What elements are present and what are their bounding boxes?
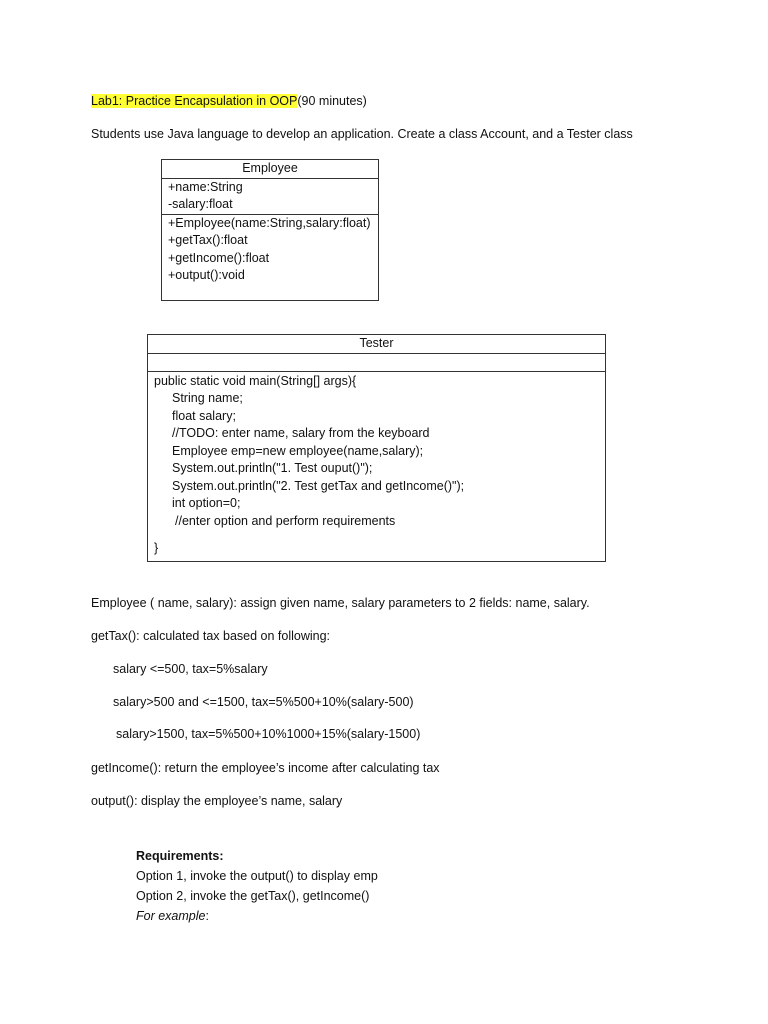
employee-method-constructor: +Employee(name:String,salary:float) [168, 215, 371, 230]
output-description: output(): display the employee’s name, salary [91, 794, 343, 808]
tester-class-name: Tester [359, 336, 394, 350]
example-label [136, 906, 378, 926]
tax-rule-2: salary>500 and <=1500, tax=5%500+10%(salary-500) [113, 695, 414, 709]
employee-class-name: Employee [242, 161, 298, 175]
tax-rule-3: salary>1500, tax=5%500+10%1000+15%(salary-1500) [116, 727, 421, 741]
example-label-colon: : [205, 909, 209, 923]
example-label-italic: For example [136, 909, 206, 923]
tester-code-line: String name; [172, 391, 243, 405]
tester-class-diagram [147, 334, 606, 562]
tester-code-line: System.out.println("1. Test ouput()"); [172, 461, 373, 475]
employee-class-diagram [161, 159, 379, 301]
tester-attributes-empty [148, 353, 605, 371]
tester-code-line: public static void main(String[] args){ [154, 373, 357, 388]
requirements-block [136, 846, 378, 926]
lab-title-duration: (90 minutes) [297, 94, 367, 108]
tester-code-line: System.out.println("2. Test getTax and getIncome()"); [172, 478, 465, 493]
gettax-description: getTax(): calculated tax based on following: [91, 629, 331, 643]
tester-code-line: //TODO: enter name, salary from the keyboard [172, 426, 430, 440]
employee-attributes [162, 178, 378, 214]
requirements-heading: Requirements: [136, 849, 224, 863]
employee-method-output: +output():void [168, 268, 245, 282]
tester-code-line: int option=0; [172, 496, 241, 510]
employee-method-getincome: +getIncome():float [168, 250, 270, 265]
requirement-option-1: Option 1, invoke the output() to display emp [136, 869, 378, 883]
lab-title-highlight: Lab1: Practice Encapsulation in OOP [91, 94, 298, 108]
tester-code-line: float salary; [172, 408, 236, 423]
lab-title [91, 94, 367, 108]
constructor-description: Employee ( name, salary): assign given name, salary parameters to 2 fields: name, salary. [91, 596, 590, 610]
tester-code-closing-brace: } [154, 541, 159, 555]
tax-rule-1: salary <=500, tax=5%salary [113, 662, 268, 676]
getincome-description: getIncome(): return the employee’s income after calculating tax [91, 761, 440, 775]
employee-method-gettax: +getTax():float [168, 233, 248, 247]
employee-methods [162, 214, 378, 285]
tester-code-line: //enter option and perform requirements [175, 513, 396, 528]
employee-attr-name: +name:String [168, 179, 243, 194]
intro-text: Students use Java language to develop an application. Create a class Account, and a Tester class [91, 127, 633, 141]
tester-methods [148, 371, 605, 558]
employee-attr-salary: -salary:float [168, 197, 233, 211]
requirement-option-2: Option 2, invoke the getTax(), getIncome() [136, 889, 370, 903]
tester-code-line: Employee emp=new employee(name,salary); [172, 443, 424, 458]
